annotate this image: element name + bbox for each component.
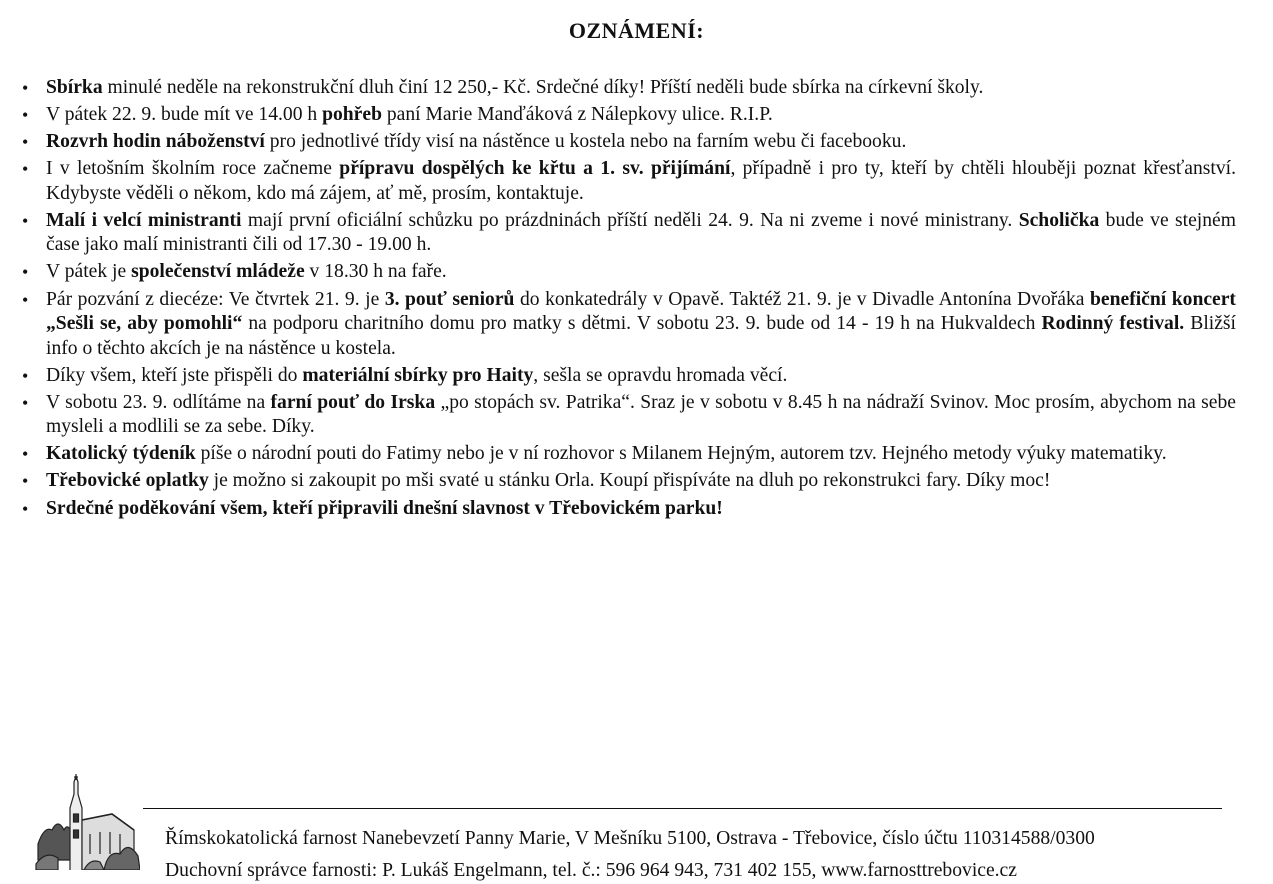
item-text: I v letošním školním roce začneme [46,158,340,180]
page-title: OZNÁMENÍ: [568,18,705,43]
list-item [22,469,1236,494]
item-bold-text: Katolický týdeník [46,443,196,465]
bullet-icon: • [22,471,29,492]
item-text: mají první oficiální schůzku po prázdninách příští neděli 24. 9. Na ni zveme i nové ministrany. [241,209,1019,231]
item-bold-text: Rozvrh hodin náboženství [46,131,265,153]
item-text: Bližší info o těchto akcích je na nástěnce u kostela. [46,313,1236,359]
item-bold-text: přípravu dospělých ke křtu a 1. sv. přijímání [339,158,731,180]
footer-parish-info: Římskokatolická farnost Nanebevzetí Panny Marie, V Mešníku 5100, Ostrava - Třebovice, číslo účtu 110314588/0300 [165,828,1095,849]
bullet-icon: • [22,210,29,231]
list-item [22,288,1236,362]
bullet-icon: • [22,262,29,283]
footer-contact-info: Duchovní správce farnosti: P. Lukáš Engelmann, tel. č.: 596 964 943, 731 402 155, www.farnosttrebovice.cz [165,860,1017,881]
announcement-list [22,76,1236,524]
list-item [22,209,1236,258]
list-item [22,497,1236,522]
item-bold-text: farní pouť do Irska [270,391,436,413]
bullet-icon: • [22,498,29,519]
item-bold-text: Scholička [1018,209,1100,231]
item-bold-text: 3. pouť seniorů [384,288,515,310]
list-item [22,103,1236,128]
item-text: bude ve stejném čase jako malí ministranti čili od 17.30 - 19.00 h. [46,209,1236,256]
item-bold-text: Malí i velcí ministranti [46,209,242,231]
item-bold-text: Třebovické oplatky [46,470,209,492]
item-text: , případně i pro ty, kteří by chtěli hlouběji poznat křesťanství. Kdybyste věděli o někom, kdo má zájem, ať mě, prosím, kontaktuje. [46,158,1236,204]
item-text: na podporu charitního domu pro matky s dětmi. V sobotu 23. 9. bude od 14 - 19 h na Hukvaldech [242,313,1042,335]
item-text: , sešla se opravdu hromada věcí. [533,364,788,386]
item-text: Pár pozvání z diecéze: Ve čtvrtek 21. 9. je [46,288,385,310]
item-bold-text: Rodinný festival. [1041,313,1185,335]
item-bold-text: pohřeb [322,104,382,126]
item-text: V sobotu 23. 9. odlítáme na [46,391,271,413]
item-text: do konkatedrály v Opavě. Taktéž 21. 9. je v Divadle Antonína Dvořáka [514,288,1091,310]
bullet-icon: • [22,365,29,386]
list-item [22,391,1236,440]
bullet-icon: • [22,159,29,180]
bullet-icon: • [22,132,29,153]
bullet-icon: • [22,392,29,413]
list-item [22,130,1236,155]
item-text: „po stopách sv. Patrika“. Sraz je v sobotu v 8.45 h na nádraží Svinov. Moc prosím, abychom na sebe mysleli a modlili se za sebe. Díky. [46,391,1236,438]
item-text: píše o národní pouti do Fatimy nebo je v ní rozhovor s Milanem Hejným, autorem tzv. Hejného metody výuky matematiky. [195,443,1167,465]
bullet-icon: • [22,105,29,126]
list-item [22,442,1236,467]
list-item [22,260,1236,285]
list-item [22,76,1236,101]
item-text: V pátek je [46,261,132,283]
item-text: minulé neděle na rekonstrukční dluh činí 12 250,- Kč. Srdečné díky! Příští neděli bude sbírka na církevní školy. [102,77,984,98]
bullet-icon: • [22,444,29,465]
list-item [22,364,1236,389]
item-bold-text: benefiční koncert „Sešli se, aby pomohli“ [46,288,1236,335]
footer-divider [143,808,1222,809]
item-text: V pátek 22. 9. bude mít ve 14.00 h [46,104,323,126]
item-text: pro jednotlivé třídy visí na nástěnce u kostela nebo na farním webu či facebooku. [264,131,907,153]
item-text: Díky všem, kteří jste přispěli do [46,364,303,386]
list-item [22,157,1236,206]
bullet-icon: • [22,78,29,98]
item-bold-text: Sbírka [46,77,103,98]
item-bold-text: společenství mládeže [131,261,305,283]
bullet-icon: • [22,289,29,310]
item-bold-text: Srdečné poděkování všem, kteří připravili dnešní slavnost v Třebovickém parku! [46,497,723,519]
item-text: v 18.30 h na faře. [304,261,447,283]
item-text: je možno si zakoupit po mši svaté u stánku Orla. Koupí přispíváte na dluh po rekonstrukci fary. Díky moc! [208,470,1051,492]
item-text: paní Marie Manďáková z Nálepkovy ulice. R.I.P. [381,104,773,126]
item-bold-text: materiální sbírky pro Haity [302,364,534,386]
church-logo-icon [34,774,140,870]
